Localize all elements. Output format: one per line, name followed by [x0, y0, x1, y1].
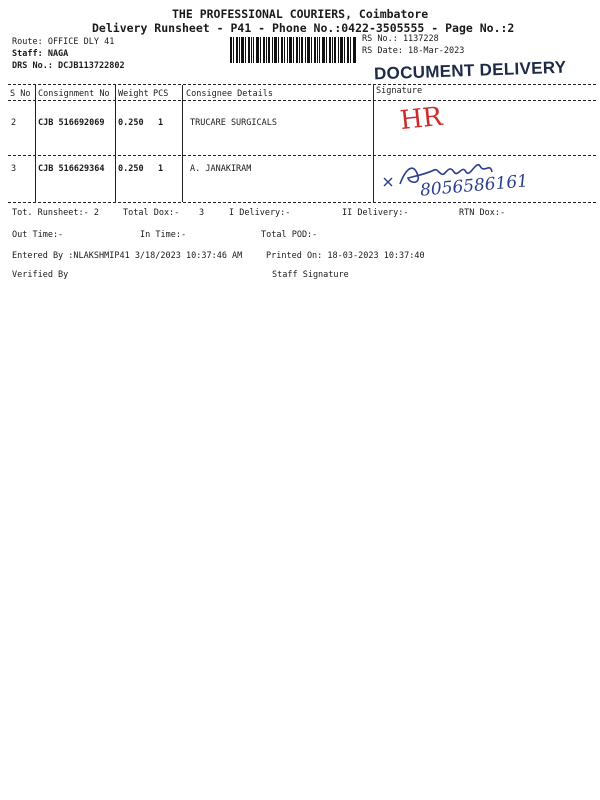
tot-runsheet: Tot. Runsheet:- 2: [12, 208, 99, 218]
document-delivery-stamp: DOCUMENT DELIVERY: [373, 57, 567, 84]
signature-hr: HR: [398, 101, 444, 137]
row-sno: 3: [11, 164, 17, 174]
total-dox-label: Total Dox:-: [123, 208, 180, 218]
drs-number: DRS No.: DCJB113722802: [12, 61, 125, 71]
rtn-dox-label: RTN Dox:-: [459, 208, 506, 218]
row-consignment: CJB 516629364: [38, 164, 105, 174]
rs-number: RS No.: 1137228: [362, 34, 439, 44]
verified-by-label: Verified By: [12, 270, 69, 280]
rs-date: RS Date: 18-Mar-2023: [362, 46, 465, 56]
signature-phone: 8056586161: [419, 171, 529, 201]
col-header-pcs: PCS: [153, 89, 169, 99]
i-delivery-label: I Delivery:-: [229, 208, 291, 218]
table-top-rule: [8, 84, 596, 85]
header-bottom-rule: [8, 100, 596, 101]
total-pod-label: Total POD:-: [261, 230, 318, 240]
entered-by: Entered By :NLAKSHMIP41 3/18/2023 10:37:46 AM: [12, 251, 243, 261]
route-label: Route: OFFICE DLY 41: [12, 37, 115, 47]
out-time-label: Out Time:-: [12, 230, 64, 240]
runsheet-title: Delivery Runsheet - P41 - Phone No.:0422-3505555 - Page No.:2: [92, 21, 515, 35]
staff-signature-label: Staff Signature: [272, 270, 349, 280]
col-header-weight: Weight: [118, 89, 149, 99]
col-header-consignee: Consignee Details: [186, 89, 273, 99]
company-title: THE PROFESSIONAL COURIERS, Coimbatore: [172, 7, 429, 21]
col-divider: [373, 85, 374, 202]
col-divider: [182, 85, 183, 202]
col-divider: [115, 85, 116, 202]
ii-delivery-label: II Delivery:-: [342, 208, 409, 218]
printed-on: Printed On: 18-03-2023 10:37:40: [266, 251, 425, 261]
col-divider: [35, 85, 36, 202]
col-header-consignment: Consignment No: [38, 89, 110, 99]
col-header-sno: S No: [10, 89, 31, 99]
row-pcs: 1: [158, 164, 164, 174]
col-header-signature: Signature: [376, 86, 423, 96]
row-consignee: TRUCARE SURGICALS: [190, 118, 277, 128]
row-weight: 0.250: [118, 164, 144, 174]
row-weight: 0.250: [118, 118, 144, 128]
row-sno: 2: [11, 118, 17, 128]
row-pcs: 1: [158, 118, 164, 128]
staff-label: Staff: NAGA: [12, 49, 69, 59]
row-consignee: A. JANAKIRAM: [190, 164, 252, 174]
total-dox-value: 3: [199, 208, 205, 218]
in-time-label: In Time:-: [140, 230, 187, 240]
table-bottom-rule: [8, 202, 596, 203]
barcode-image: [230, 37, 356, 63]
row-consignment: CJB 516692069: [38, 118, 105, 128]
